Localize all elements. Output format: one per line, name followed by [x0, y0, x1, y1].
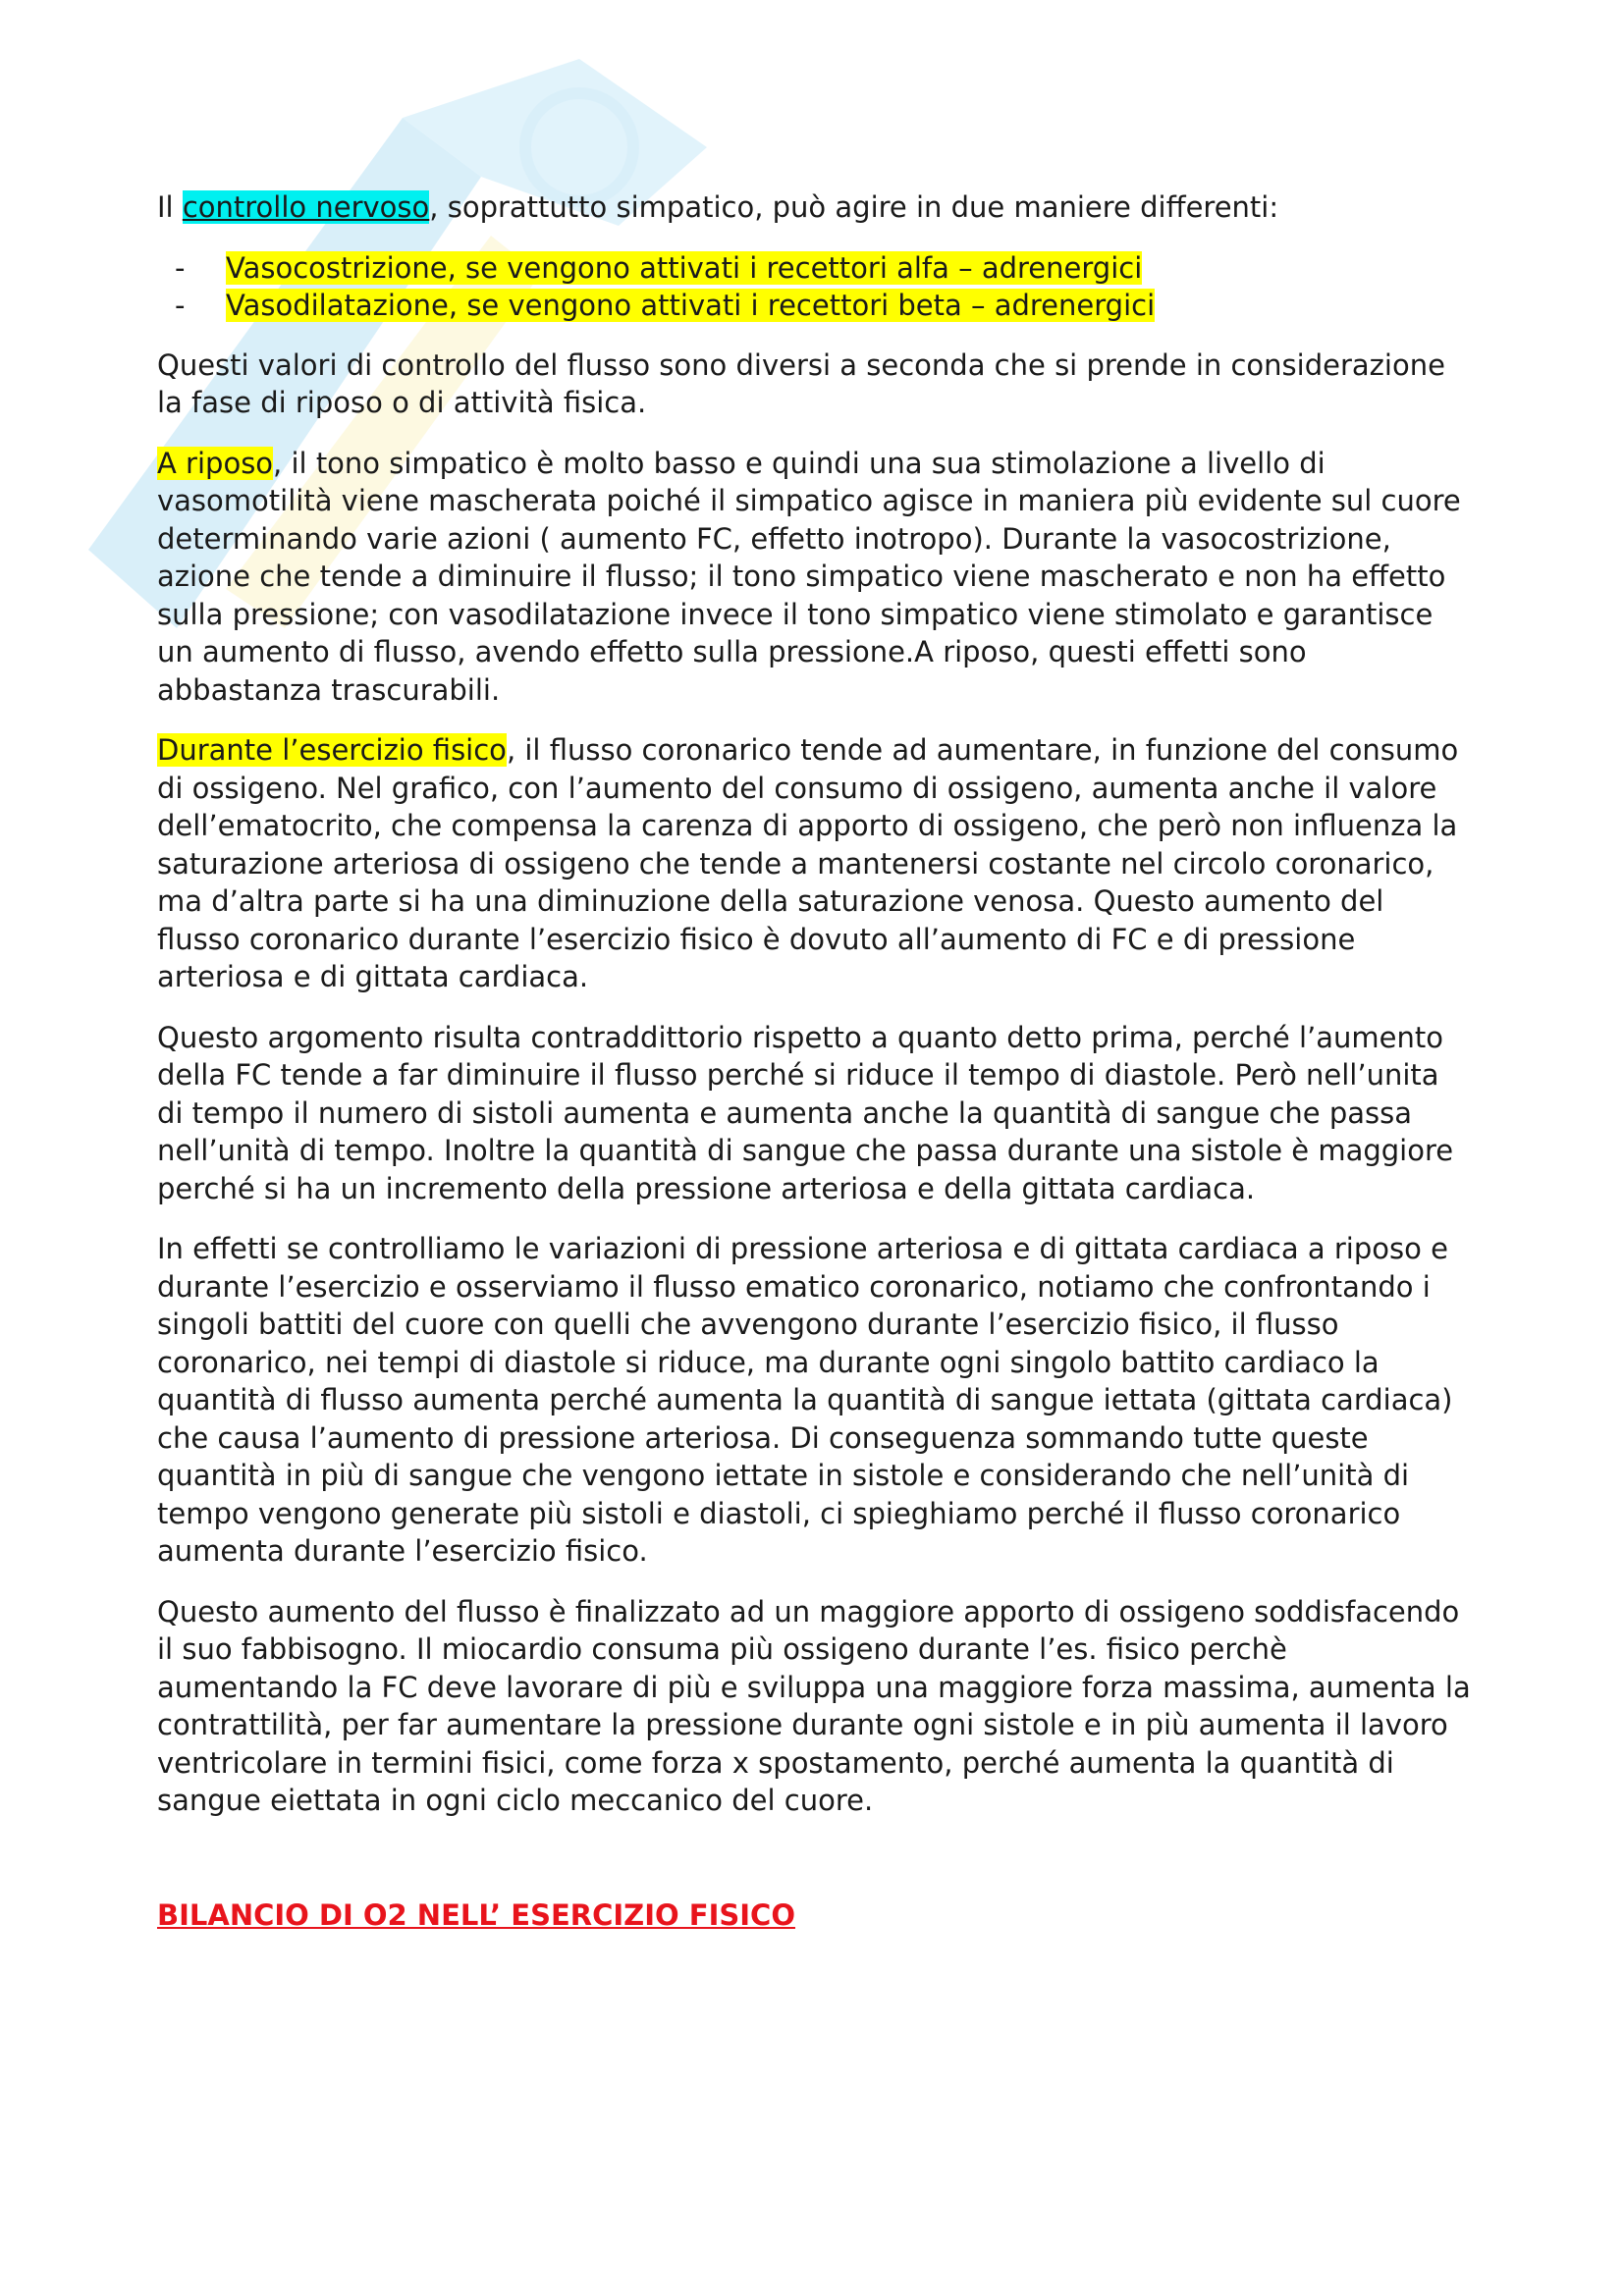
- paragraph-riposo: [157, 445, 1473, 710]
- intro-suffix: , soprattutto simpatico, può agire in due maniere differenti:: [429, 190, 1279, 224]
- bullet-list: [157, 249, 1473, 324]
- intro-paragraph: [157, 188, 1473, 227]
- highlight-a-riposo: A riposo: [157, 446, 274, 480]
- highlight-controllo-nervoso: controllo nervoso: [182, 190, 430, 224]
- paragraph-effetti: In effetti se controlliamo le variazioni di pressione arteriosa e di gittata cardiaca a riposo e durante l’esercizio e osserviamo il flusso ematico coronarico, notiamo che confrontando i singoli battiti del cuore con quelli che avvengono durante l’esercizio fisico, il flusso coronarico, nei tempi di diastole si riduce, ma durante ogni singolo battito cardiaco la quantità di flusso aumenta perché aumenta la quantità di sangue iettata (gittata cardiaca) che causa l’aumento di pressione arteriosa. Di conseguenza sommando tutte queste quantità in più di sangue che vengono iettate in sistole e considerando che nell’unità di tempo vengono generate più sistoli e diastoli, ci spieghiamo perché il flusso coronarico aumenta durante l’esercizio fisico.: [157, 1232, 1453, 1568]
- paragraph-controllo-flusso: Questi valori di controllo del flusso sono diversi a seconda che si prende in considerazione la fase di riposo o di attività fisica.: [157, 347, 1445, 419]
- section-heading: BILANCIO DI O2 NELL’ ESERCIZIO FISICO: [157, 1897, 795, 1932]
- list-item: [157, 287, 1473, 324]
- highlight-esercizio-fisico: Durante l’esercizio fisico: [157, 733, 507, 767]
- intro-prefix: Il: [157, 190, 183, 224]
- paragraph-riposo-text: , il tono simpatico è molto basso e quindi una sua stimolazione a livello di vasomotilità viene mascherata poiché il simpatico agisce in maniera più evidente sul cuore determinando varie azioni ( aumento FC, effetto inotropo). Durante la vasocostrizione, azione che tende a diminuire il flusso; il tono simpatico viene mascherato e non ha effetto sulla pressione; con vasodilatazione invece il tono simpatico viene stimolato e garantisce un aumento di flusso, avendo effetto sulla pressione.A riposo, questi effetti sono abbastanza trascurabili.: [157, 446, 1461, 707]
- paragraph-esercizio-text: , il flusso coronarico tende ad aumentare, in funzione del consumo di ossigeno. Nel grafico, con l’aumento del consumo di ossigeno, aumenta anche il valore dell’ematocrito, che compensa la carenza di apporto di ossigeno, che però non influenza la saturazione arteriosa di ossigeno che tende a mantenersi costante nel circolo coronarico, ma d’altra parte si ha una diminuzione della saturazione venosa. Questo aumento del flusso coronarico durante l’esercizio fisico è dovuto all’aumento di FC e di pressione arteriosa e di gittata cardiaca.: [157, 733, 1459, 993]
- paragraph-ossigeno: Questo aumento del flusso è finalizzato ad un maggiore apporto di ossigeno soddisfacendo il suo fabbisogno. Il miocardio consuma più ossigeno durante l’es. fisico perchè aumentando la FC deve lavorare di più e sviluppa una maggiore forza massima, aumenta la contrattilità, per far aumentare la pressione durante ogni sistole e in più aumenta il lavoro ventricolare in termini fisici, come forza x spostamento, perché aumenta la quantità di sangue eiettata in ogni ciclo meccanico del cuore.: [157, 1594, 1471, 1817]
- paragraph-esercizio: [157, 731, 1473, 996]
- bullet-text-vasocostrizione: Vasocostrizione, se vengono attivati i recettori alfa – adrenergici: [226, 250, 1143, 285]
- bullet-dash: -: [175, 288, 186, 322]
- bullet-dash: -: [175, 250, 186, 285]
- paragraph-contraddittorio: Questo argomento risulta contraddittorio rispetto a quanto detto prima, perché l’aumento della FC tende a far diminuire il flusso perché si riduce il tempo di diastole. Però nell’unita di tempo il numero di sistoli aumenta e aumenta anche la quantità di sangue che passa nell’unità di tempo. Inoltre la quantità di sangue che passa durante una sistole è maggiore perché si ha un incremento della pressione arteriosa e della gittata cardiaca.: [157, 1020, 1454, 1205]
- document-page: [157, 188, 1473, 1934]
- bullet-text-vasodilatazione: Vasodilatazione, se vengono attivati i recettori beta – adrenergici: [226, 288, 1156, 322]
- list-item: [157, 249, 1473, 287]
